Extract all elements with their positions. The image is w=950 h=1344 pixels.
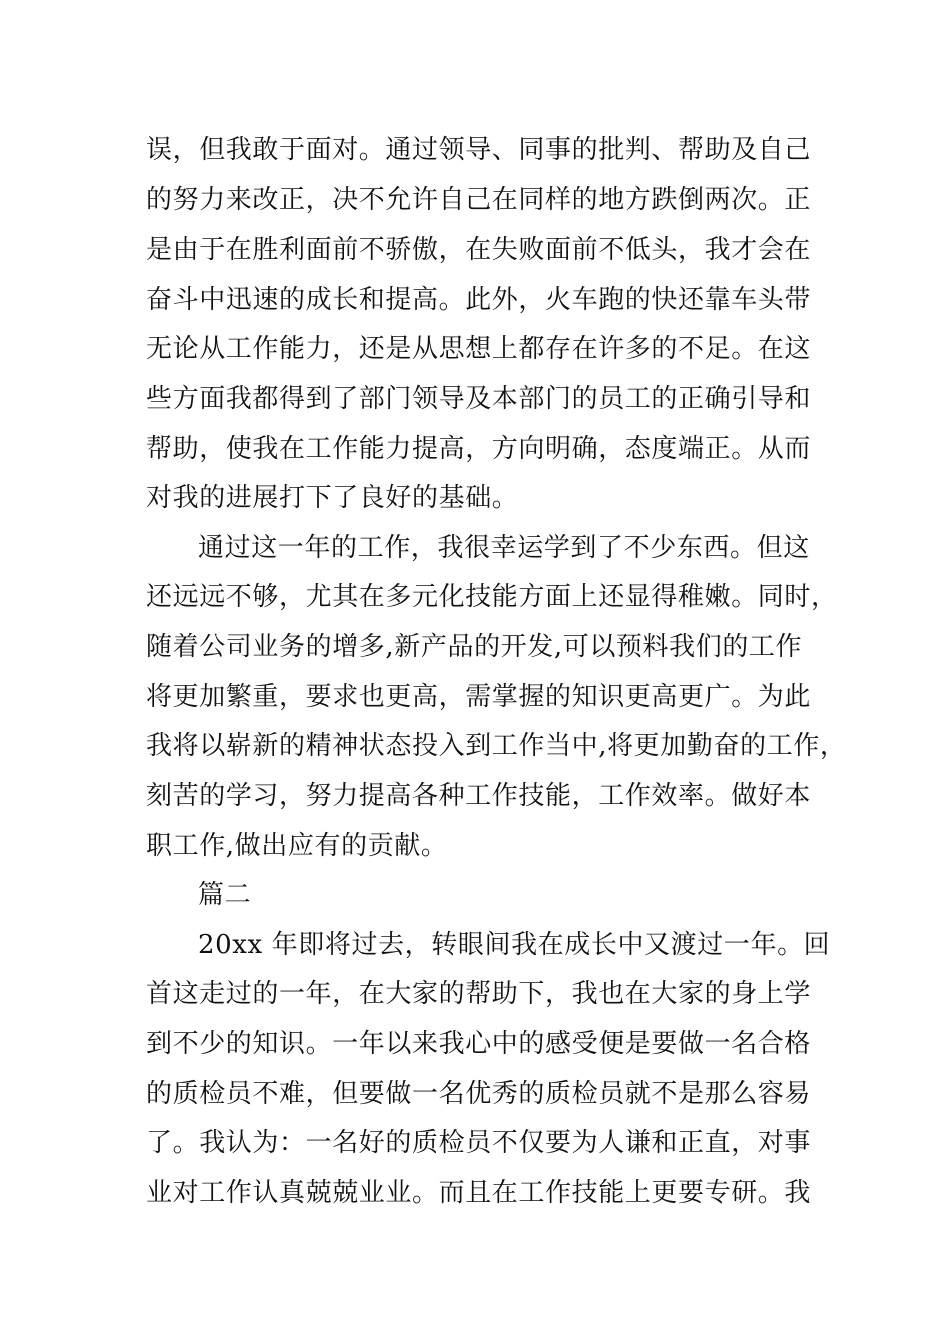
text-line: 无论从工作能力，还是从思想上都存在许多的不足。在这 bbox=[146, 334, 812, 364]
text-line: 刻苦的学习，努力提高各种工作技能，工作效率。做好本 bbox=[146, 781, 812, 811]
text-line: 了。我认为：一名好的质检员不仅要为人谦和正直，对事 bbox=[146, 1128, 812, 1158]
text-line: 还远远不够，尤其在多元化技能方面上还显得稚嫩。同时， bbox=[146, 582, 838, 612]
text-line: 对我的进展打下了良好的基础。 bbox=[146, 483, 519, 513]
text-line: 到不少的知识。一年以来我心中的感受便是要做一名合格 bbox=[146, 1029, 812, 1059]
text-line: 首这走过的一年，在大家的帮助下，我也在大家的身上学 bbox=[146, 979, 812, 1009]
text-line: 随着公司业务的增多,新产品的开发,可以预料我们的工作 bbox=[146, 632, 803, 662]
text-line: 是由于在胜利面前不骄傲，在失败面前不低头，我才会在 bbox=[146, 235, 812, 265]
text-line: 将更加繁重，要求也更高，需掌握的知识更高更广。为此 bbox=[146, 682, 812, 712]
text-line: 业对工作认真兢兢业业。而且在工作技能上更要专研。我 bbox=[146, 1178, 812, 1208]
text-line: 的努力来改正，决不允许自己在同样的地方跌倒两次。正 bbox=[146, 185, 812, 215]
paragraph-start: 20xx 年即将过去，转眼间我在成长中又渡过一年。回 bbox=[198, 930, 831, 960]
text-line: 误，但我敢于面对。通过领导、同事的批判、帮助及自己 bbox=[146, 135, 812, 165]
text-line: 奋斗中迅速的成长和提高。此外，火车跑的快还靠车头带 bbox=[146, 285, 812, 315]
text-line: 的质检员不难，但要做一名优秀的质检员就不是那么容易 bbox=[146, 1079, 812, 1109]
text-line: 职工作,做出应有的贡献。 bbox=[146, 831, 448, 861]
text-line: 我将以崭新的精神状态投入到工作当中,将更加勤奋的工作， bbox=[146, 731, 847, 761]
section-heading: 篇二 bbox=[198, 880, 252, 910]
text-line: 些方面我都得到了部门领导及本部门的员工的正确引导和 bbox=[146, 384, 812, 414]
paragraph-start: 通过这一年的工作，我很幸运学到了不少东西。但这 bbox=[198, 533, 810, 563]
text-line: 帮助，使我在工作能力提高，方向明确，态度端正。从而 bbox=[146, 434, 812, 464]
